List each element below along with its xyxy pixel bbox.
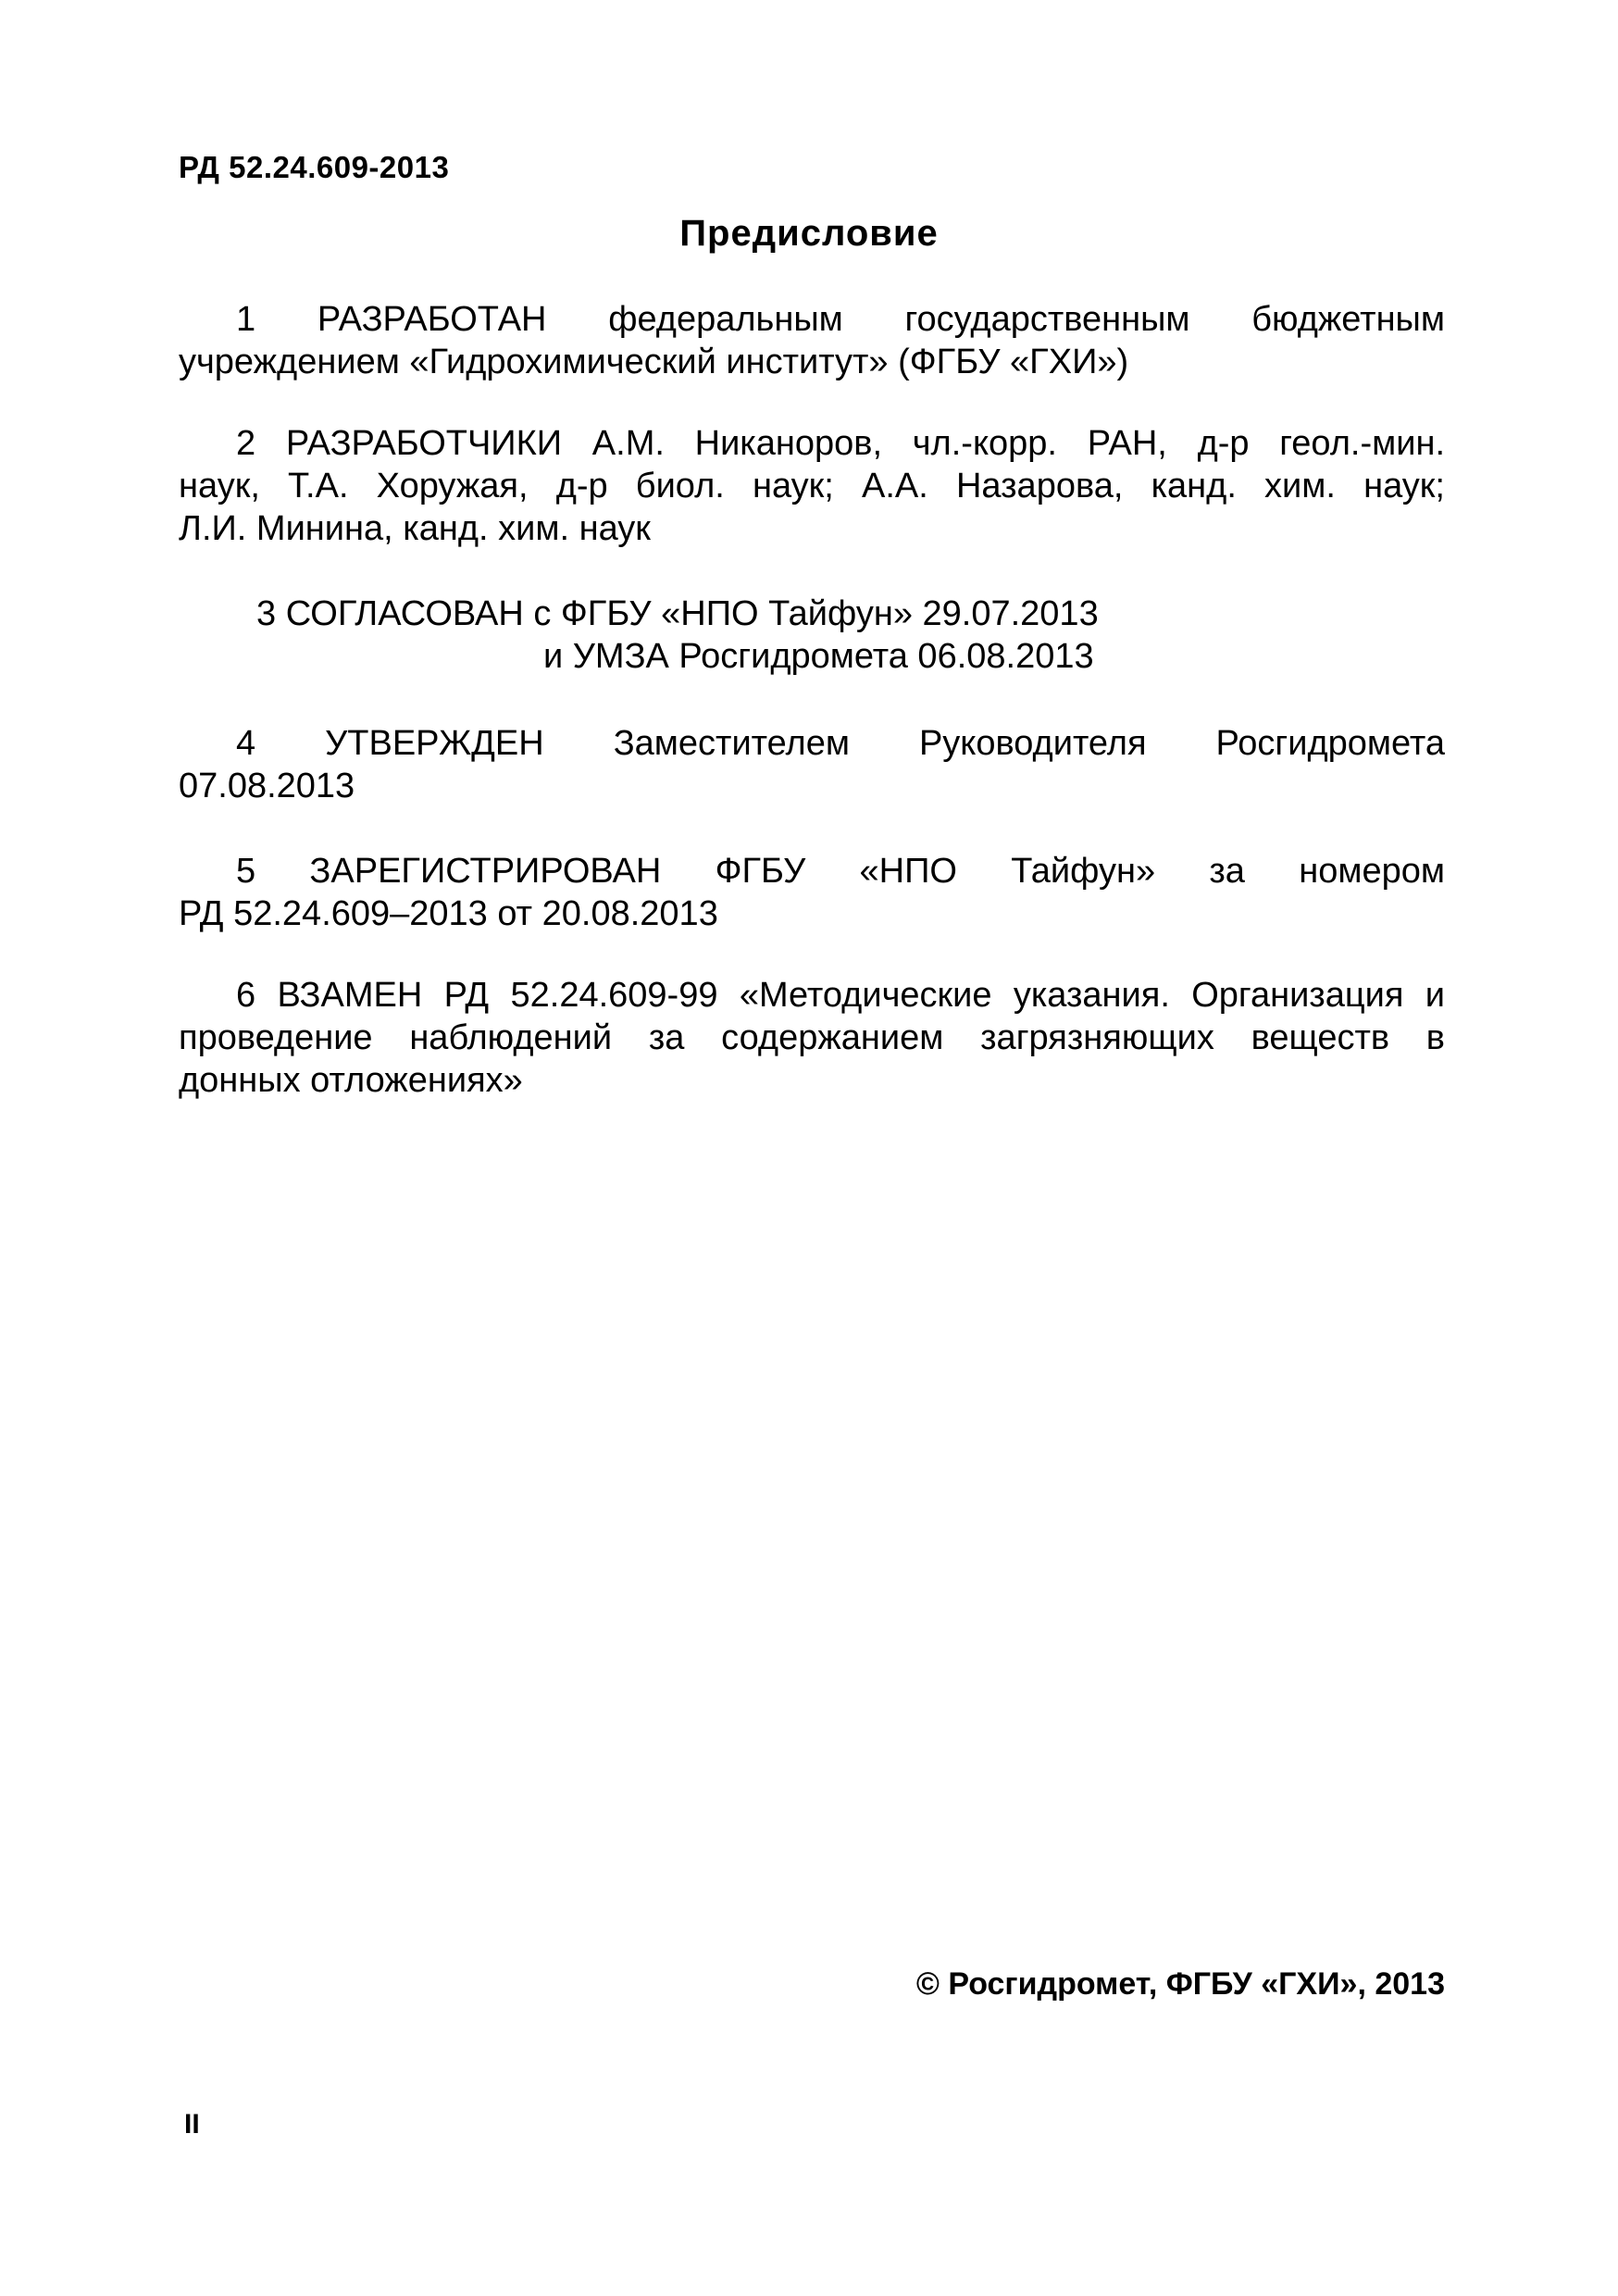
item-line: донных отложениях» <box>179 1061 523 1100</box>
copyright-notice: © Росгидромет, ФГБУ «ГХИ», 2013 <box>915 1966 1445 2002</box>
item-line: 5 ЗАРЕГИСТРИРОВАН ФГБУ «НПО Тайфун» за номером <box>236 852 1445 891</box>
foreword-item-developed <box>179 298 1445 383</box>
item-line: проведение наблюдений за содержанием загрязняющих веществ в <box>179 1018 1445 1057</box>
document-code: РД 52.24.609-2013 <box>179 150 450 184</box>
item-line: Л.И. Минина, канд. хим. наук <box>179 509 651 548</box>
item-line: 6 ВЗАМЕН РД 52.24.609-99 «Методические указания. Организация и <box>236 976 1445 1015</box>
item-line: учреждением «Гидрохимический институт» (ФГБУ «ГХИ») <box>179 343 1129 381</box>
page-title: Предисловие <box>679 213 939 254</box>
foreword-item-agreed <box>256 593 1099 678</box>
item-line: наук, Т.А. Хоружая, д-р биол. наук; А.А. Назарова, канд. хим. наук; <box>179 467 1445 505</box>
item-line: 4 УТВЕРЖДЕН Заместителем Руководителя Росгидромета <box>236 724 1445 763</box>
item-line: 3 СОГЛАСОВАН с ФГБУ «НПО Тайфун» 29.07.2013 <box>256 594 1099 633</box>
foreword-item-approved <box>179 722 1445 807</box>
item-line: и УМЗА Росгидромета 06.08.2013 <box>543 637 1094 676</box>
page-number: II <box>184 2109 200 2140</box>
item-line: 07.08.2013 <box>179 767 355 805</box>
foreword-item-registered <box>179 850 1445 935</box>
item-line: РД 52.24.609–2013 от 20.08.2013 <box>179 894 718 933</box>
item-line: 2 РАЗРАБОТЧИКИ А.М. Никаноров, чл.-корр. РАН, д-р геол.-мин. <box>236 424 1445 463</box>
item-line: 1 РАЗРАБОТАН федеральным государственным бюджетным <box>236 300 1445 339</box>
foreword-item-replaces <box>179 974 1445 1102</box>
foreword-item-developers <box>179 422 1445 550</box>
